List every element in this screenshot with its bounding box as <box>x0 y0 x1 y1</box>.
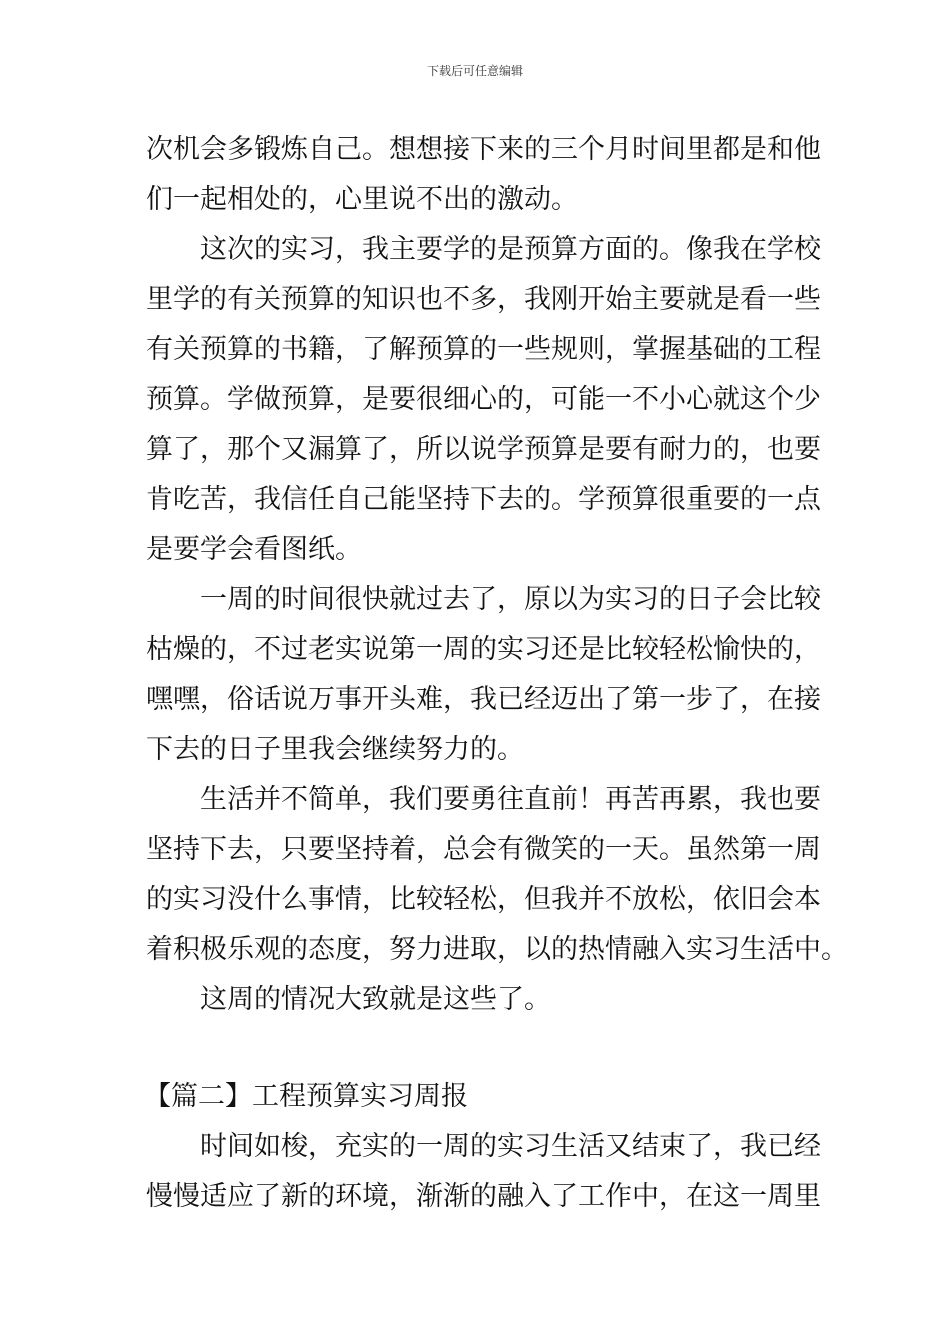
section-heading: 【篇二】工程预算实习周报 <box>144 1081 468 1112</box>
paragraph-first-line: 生活并不简单，我们要勇往直前！再苦再累，我也要 <box>200 784 821 815</box>
text-line: 坚持下去，只要坚持着，总会有微笑的一天。虽然第一周 <box>146 834 821 865</box>
paragraph-first-line: 时间如梭，充实的一周的实习生活又结束了，我已经 <box>200 1131 821 1162</box>
paragraph-first-line: 这周的情况大致就是这些了。 <box>200 984 551 1015</box>
text-line: 枯燥的，不过老实说第一周的实习还是比较轻松愉快的， <box>146 634 821 665</box>
paragraph-first-line: 一周的时间很快就过去了，原以为实习的日子会比较 <box>200 584 821 615</box>
text-line: 次机会多锻炼自己。想想接下来的三个月时间里都是和他 <box>146 134 821 165</box>
text-line: 的实习没什么事情，比较轻松，但我并不放松，依旧会本 <box>146 884 821 915</box>
text-line: 慢慢适应了新的环境，渐渐的融入了工作中，在这一周里 <box>146 1181 821 1212</box>
text-line: 着积极乐观的态度，努力进取，以的热情融入实习生活中。 <box>146 934 848 965</box>
text-line: 预算。学做预算，是要很细心的，可能一不小心就这个少 <box>146 384 821 415</box>
text-line: 嘿嘿，俗话说万事开头难，我已经迈出了第一步了，在接 <box>146 684 821 715</box>
text-line: 算了，那个又漏算了，所以说学预算是要有耐力的，也要 <box>146 434 821 465</box>
text-line: 是要学会看图纸。 <box>146 534 362 565</box>
text-line: 肯吃苦，我信任自己能坚持下去的。学预算很重要的一点 <box>146 484 821 515</box>
text-line: 里学的有关预算的知识也不多，我刚开始主要就是看一些 <box>146 284 821 315</box>
page-header-note: 下载后可任意编辑 <box>426 64 523 78</box>
text-line: 有关预算的书籍，了解预算的一些规则，掌握基础的工程 <box>146 334 821 365</box>
text-line: 下去的日子里我会继续努力的。 <box>146 734 524 765</box>
text-line: 们一起相处的，心里说不出的激动。 <box>146 184 578 215</box>
paragraph-first-line: 这次的实习，我主要学的是预算方面的。像我在学校 <box>200 234 821 265</box>
